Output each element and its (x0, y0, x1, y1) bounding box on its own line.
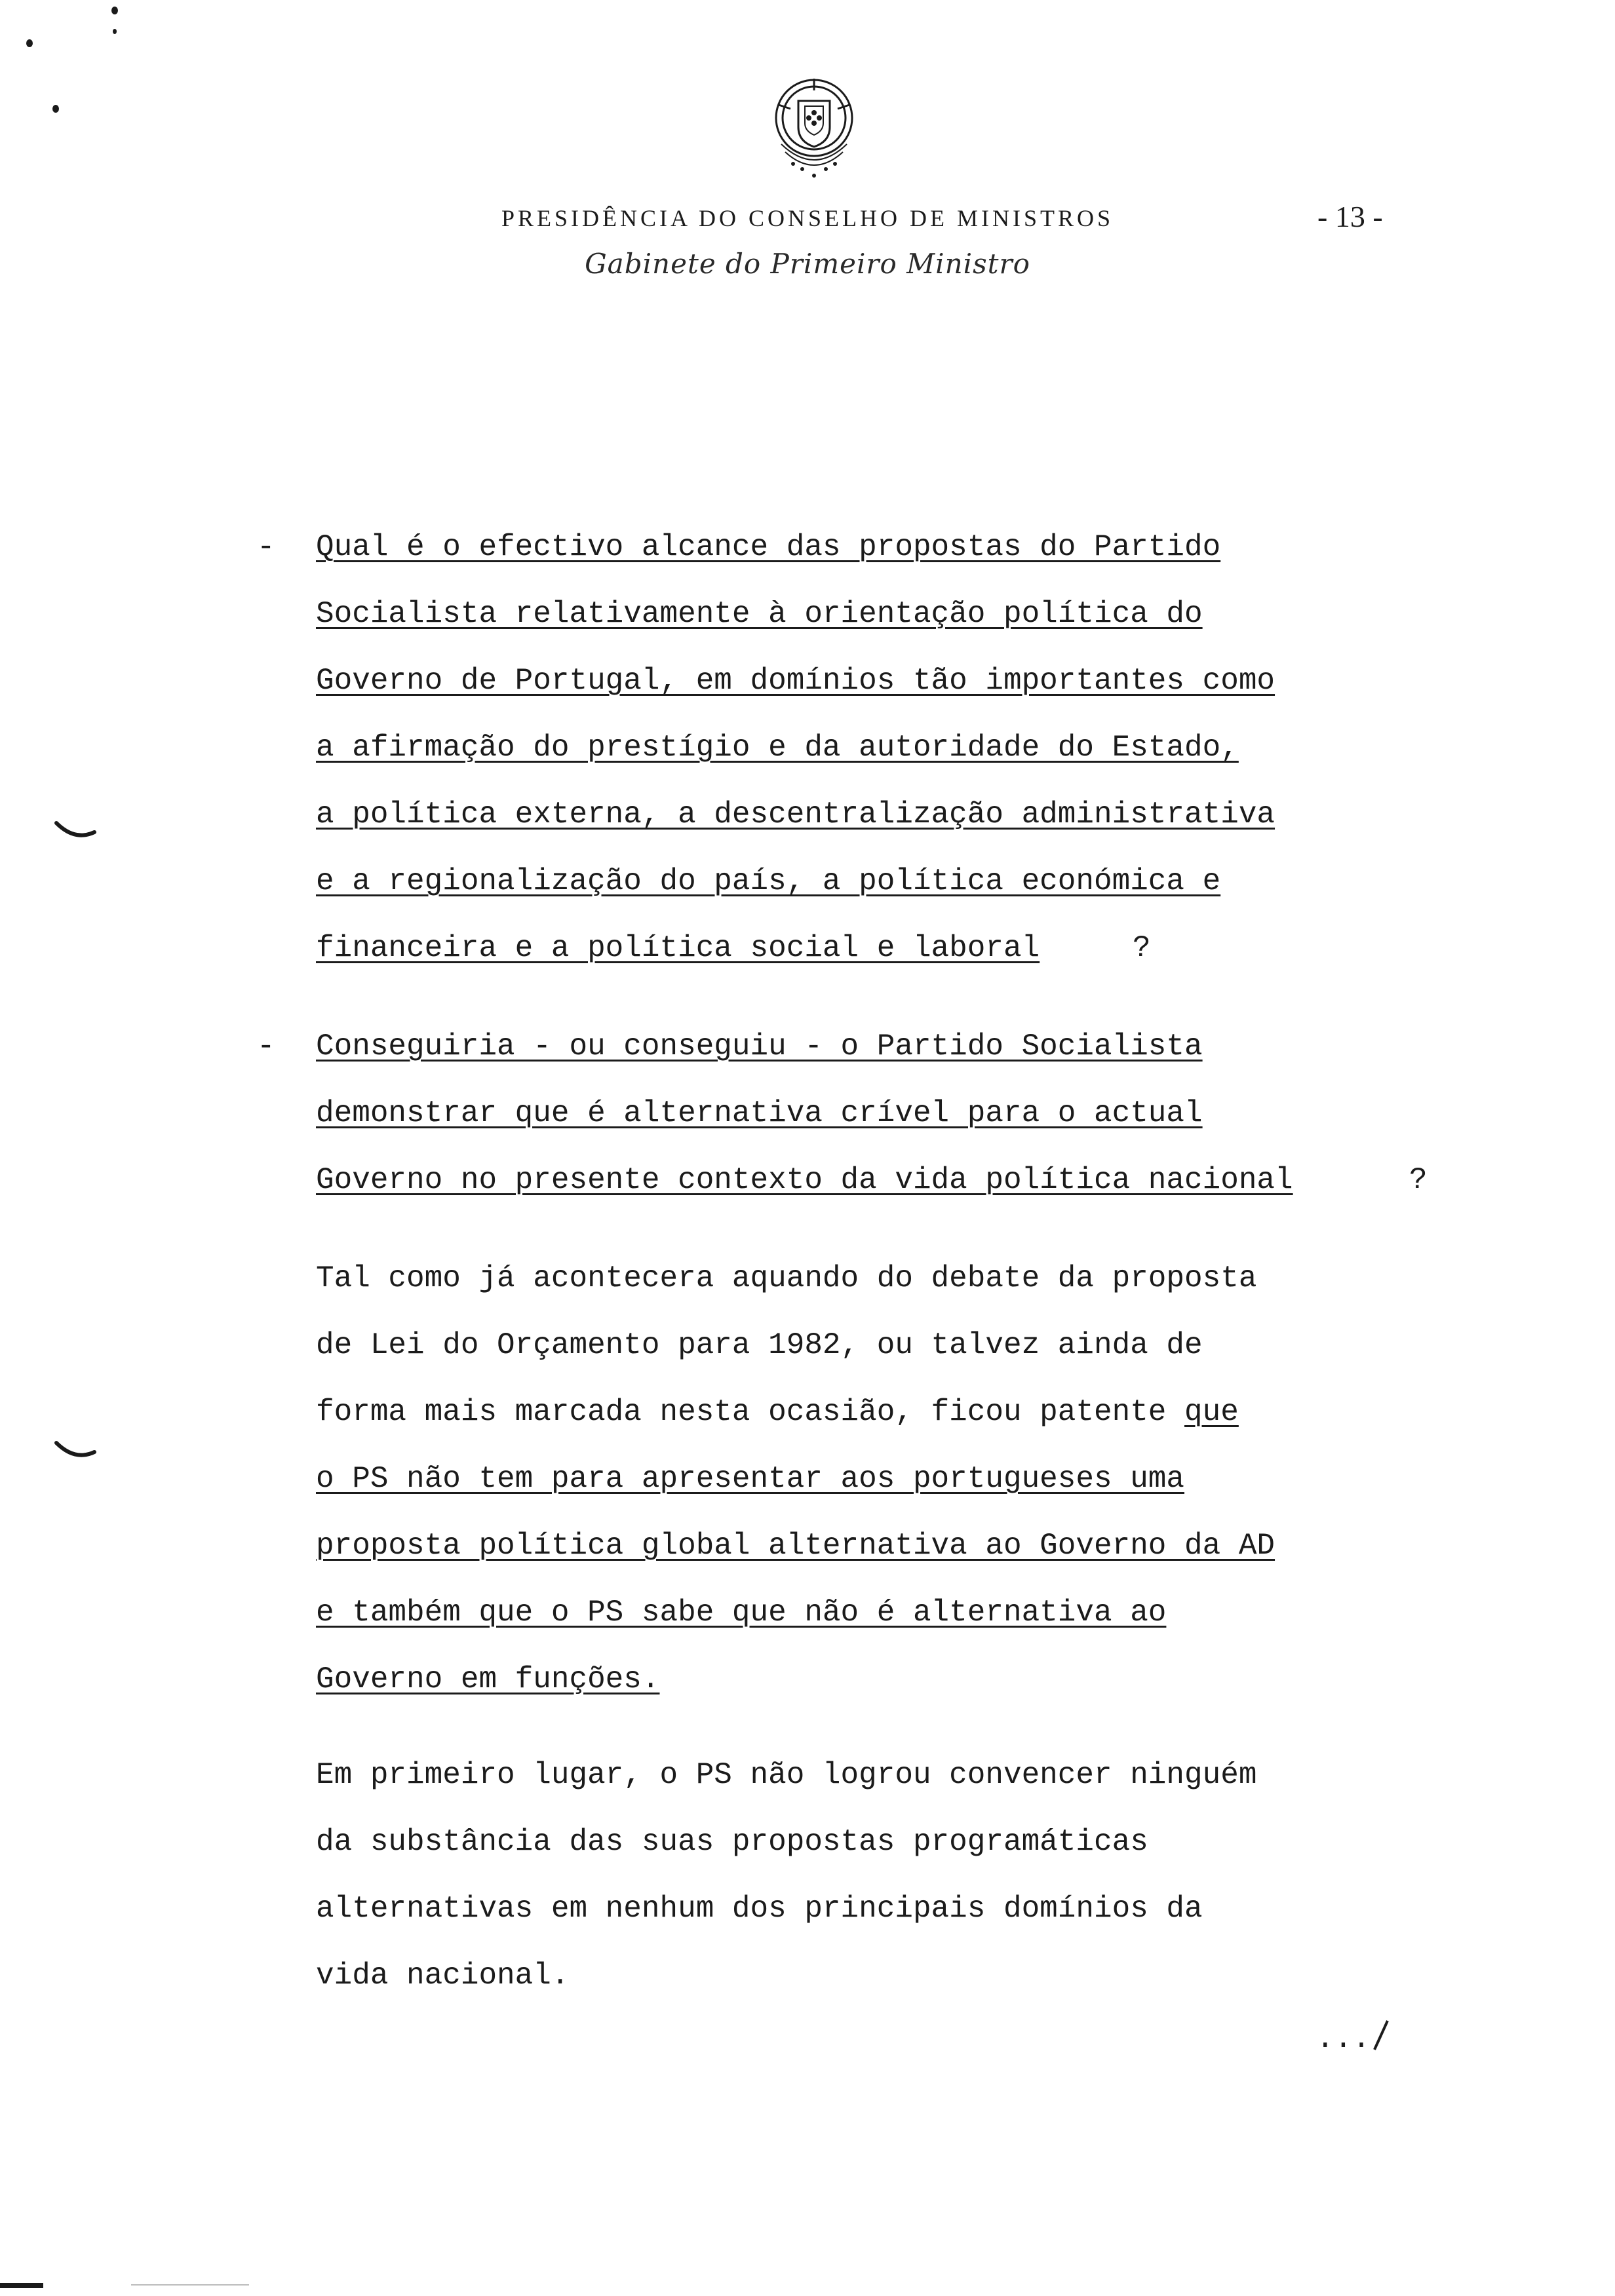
list-item-line: Qual é o efectivo alcance das propostas do Partido (316, 530, 1221, 564)
list-item-line: a afirmação do prestígio e da autoridade do Estado, (316, 731, 1239, 765)
list-item-line: Conseguiria - ou conseguiu - o Partido Socialista (316, 1029, 1203, 1063)
paragraph-line: proposta política global alternativa ao Governo da AD (316, 1529, 1275, 1563)
paragraph-line: Em primeiro lugar, o PS não logrou convencer ninguém (316, 1758, 1257, 1792)
office-subtitle: Gabinete do Primeiro Ministro (585, 248, 1030, 280)
list-item-line: financeira e a política social e laboral (316, 931, 1040, 965)
hole-punch-mark (52, 819, 98, 845)
page-number: - 13 - (1317, 200, 1383, 233)
paragraph-line: de Lei do Orçamento para 1982, ou talvez ainda de (316, 1328, 1203, 1362)
paragraph-line: alternativas em nenhum dos principais domínios da (316, 1892, 1203, 1926)
hole-punch-mark (52, 1439, 98, 1465)
bottom-edge-mark (0, 2283, 43, 2288)
list-item-line: Governo de Portugal, em domínios tão importantes como (316, 664, 1275, 698)
continuation-dots: ... (1316, 2022, 1371, 2056)
list-item-line: e a regionalização do país, a política económica e (316, 864, 1221, 898)
bottom-edge-mark (131, 2284, 249, 2286)
margin-dot (111, 7, 118, 14)
continuation-mark (1316, 2018, 1390, 2058)
paragraph-line: Governo em funções. (316, 1662, 660, 1696)
list-item-line: a política externa, a descentralização administrativa (316, 797, 1275, 832)
question-mark: ? (1409, 1163, 1428, 1197)
paragraph-line (316, 1393, 1239, 1431)
paragraph-line: Tal como já acontecera aquando do debate da proposta (316, 1261, 1257, 1295)
coat-of-arms-seal (762, 66, 866, 197)
header-title: PRESIDÊNCIA DO CONSELHO DE MINISTROS (501, 205, 1114, 231)
list-dash: - (257, 530, 275, 564)
underlined-text: que (1184, 1395, 1239, 1429)
paragraph-text: forma mais marcada nesta ocasião, ficou patente (316, 1395, 1185, 1429)
paragraph-line: da substância das suas propostas programáticas (316, 1825, 1148, 1859)
margin-dot (26, 39, 33, 47)
margin-dot (52, 105, 59, 113)
margin-dot (113, 29, 117, 34)
list-item-line: demonstrar que é alternativa crível para o actual (316, 1096, 1203, 1130)
list-item-line: Governo no presente contexto da vida política nacional (316, 1163, 1293, 1197)
paragraph-line: vida nacional. (316, 1959, 570, 1993)
list-item-line: Socialista relativamente à orientação política do (316, 597, 1203, 631)
slash-mark (1371, 2018, 1390, 2052)
paragraph-line: o PS não tem para apresentar aos portugueses uma (316, 1462, 1185, 1496)
list-dash: - (257, 1029, 275, 1063)
question-mark: ? (1133, 931, 1151, 965)
paragraph-line: e também que o PS sabe que não é alternativa ao (316, 1596, 1167, 1630)
